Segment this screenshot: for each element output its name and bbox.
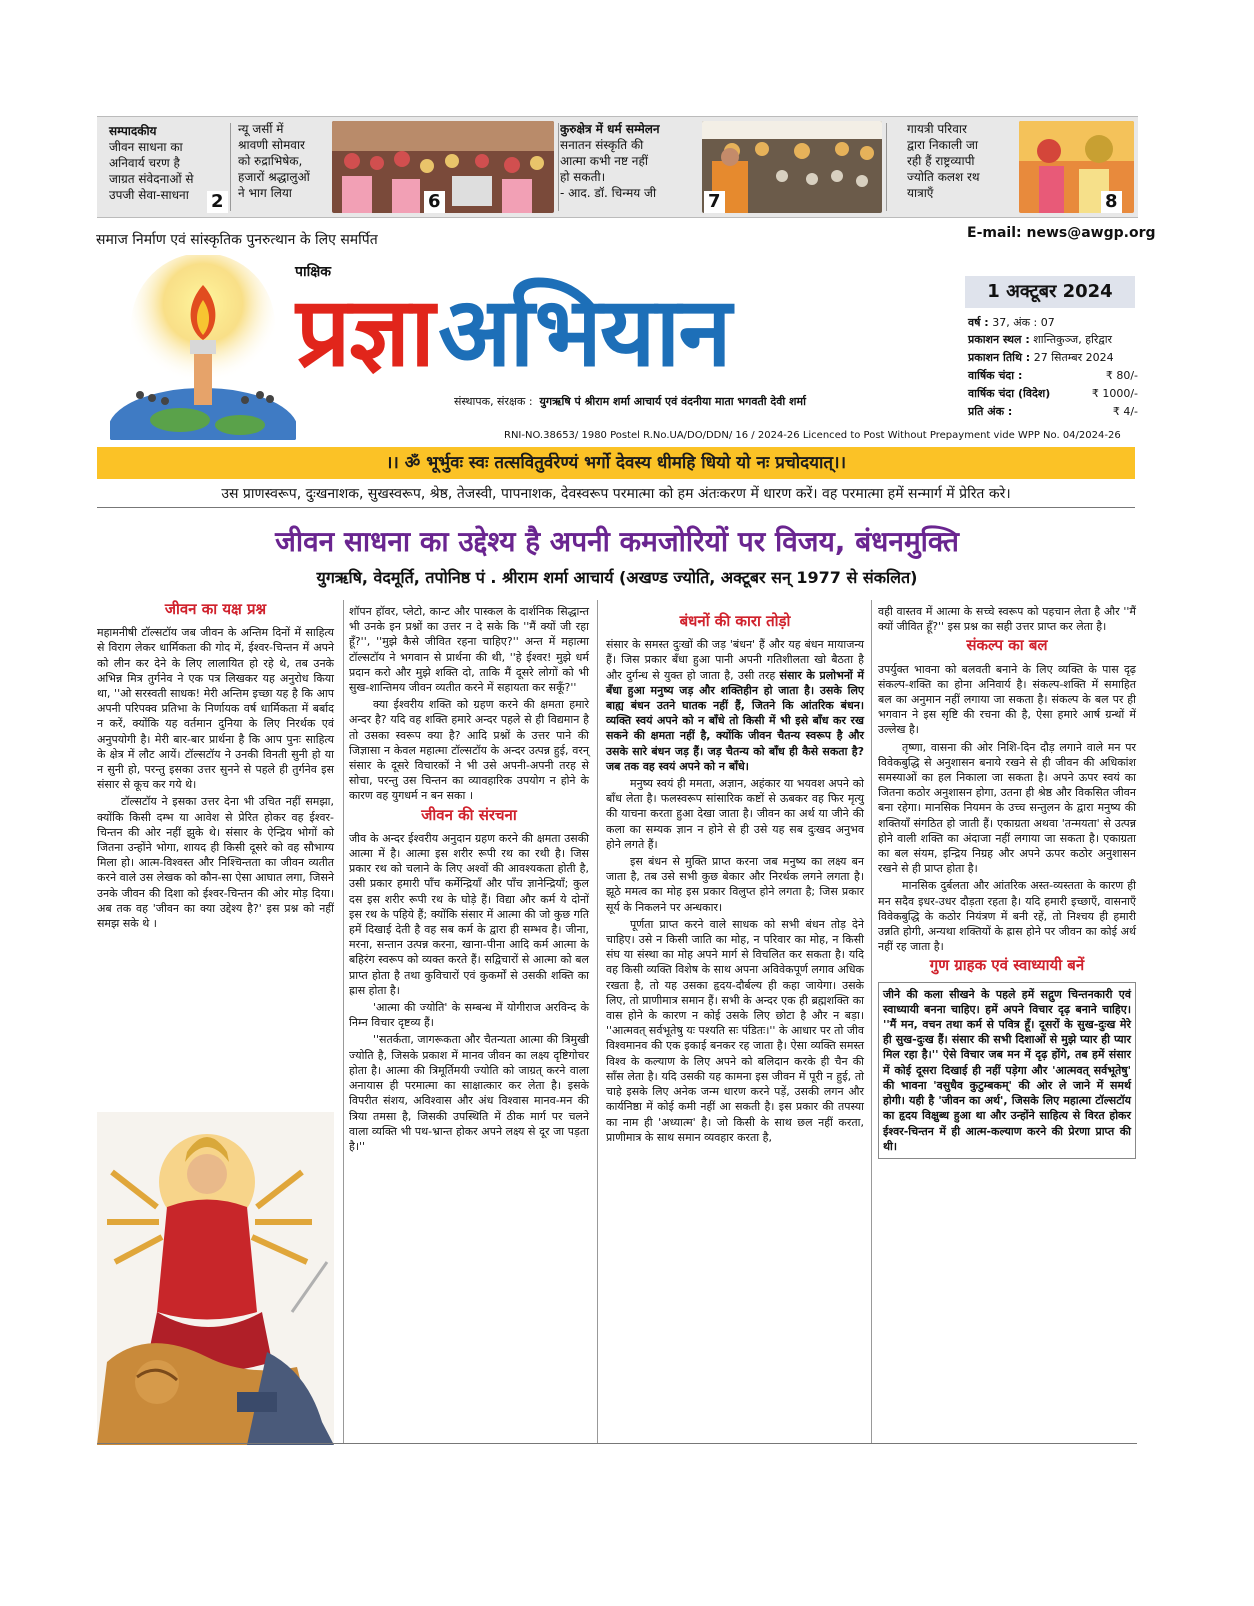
column-2 xyxy=(349,604,589,1156)
teaser-line: ज्योति कलश रथ xyxy=(907,170,980,184)
column-3 xyxy=(606,610,864,1147)
section-heading: संकल्प का बल xyxy=(966,636,1048,655)
paragraph: वही वास्तव में आत्मा के सच्चे स्वरूप को पहचान लेता है और ''मैं क्यों जीवित हूँ?'' इस प्रश्न का सही उत्तर प्राप्त कर लेता है। xyxy=(878,605,1136,634)
teaser-line: अनिवार्य चरण है xyxy=(109,156,180,170)
column-divider xyxy=(597,600,598,1443)
section-heading: बंधनों की कारा तोड़ो xyxy=(679,612,791,630)
teaser-strip xyxy=(97,116,1138,218)
founder-line xyxy=(454,394,806,409)
boxed-paragraph: जीने की कला सीखने के पहले हमें सद्गुण चिन्तनकारी एवं स्वाध्यायी बनना चाहिए। हमें अपने विचार दृढ़ बनाने चाहिए। ''मैं मन, वचन तथा कर्म से पवित्र हूँ। दूसरों के सुख-दुःख मेरे ही सुख-दुःख हैं। संसार की सभी दिशाओं से मुझे प्यार ही प्यार मिल रहा है।'' ऐसे विचार जब मन में दृढ़ होंगे, तब हमें संसार में कोई दूसरा दिखाई ही नहीं पड़ेगा और 'आत्मवत् सर्वभूतेषु' की भावना 'वसुधैव कुटुम्बकम्' की ओर ले जाने में समर्थ होगी। यही है 'जीवन का अर्थ', जिसके लिए महात्मा टॉल्सटॉय का हृदय विक्षुब्ध हुआ था और उन्होंने साहित्य से विरत होकर ईश्वर-चिन्तन में ही आत्म-कल्याण करने की प्रेरणा प्राप्त की थी। xyxy=(878,982,1136,1159)
paragraph: 'आत्मा की ज्योति' के सम्बन्ध में योगीराज अरविन्द के निम्न विचार दृष्टव्य हैं। xyxy=(349,1001,589,1030)
info-value: 27 सितम्बर 2024 xyxy=(1033,351,1114,364)
teaser-line: आत्मा कभी नष्ट नहीं xyxy=(560,154,648,168)
info-key: प्रकाशन स्थल : xyxy=(968,333,1030,346)
teaser-editorial[interactable] xyxy=(97,117,229,217)
info-key: प्रति अंक : xyxy=(968,405,1013,418)
teaser-line: जीवन साधना का xyxy=(109,140,183,154)
column-1 xyxy=(97,598,334,933)
info-row xyxy=(968,316,1138,330)
teaser-line: को रुद्राभिषेक, xyxy=(238,154,303,168)
teaser-line: यात्राएँ xyxy=(907,186,934,200)
info-row xyxy=(968,369,1138,383)
info-key: वर्ष : xyxy=(968,316,989,329)
headline: जीवन साधना का उद्देश्य है अपनी कमजोरियों पर विजय, बंधनमुक्ति xyxy=(275,525,959,558)
conference-photo xyxy=(702,121,882,213)
teaser-line: श्रावणी सोमवार xyxy=(238,138,305,152)
email-link[interactable]: E-mail: news@awgp.org xyxy=(967,225,1156,241)
paragraph: तृष्णा, वासना की ओर निशि-दिन दौड़ लगाने वाले मन पर विवेकबुद्धि से अनुशासन बनाये रखने से ही जीवन की अधिकांश समस्याओं का हल निकाला जा सकता है। अपने ऊपर स्वयं का जितना कठोर अनुशासन होगा, उतना ही श्रेष्ठ और विकसित जीवन बना रहेगा। मानसिक नियमन के उच्च सन्तुलन के द्वारा मनुष्य की शक्तियाँ संगठित हो जाती हैं। एकाग्रता अथवा 'तन्मयता' से उत्पन्न होने वाली शक्ति का अंदाजा नहीं लगाया जा सकता है। एकाग्रता का बल संयम, इन्द्रिय निग्रह और अपने ऊपर कठोर अनुशासन रखने से ही प्राप्त होता है। xyxy=(878,740,1136,876)
paragraph: मनुष्य स्वयं ही ममता, अज्ञान, अहंकार या भयवश अपने को बाँध लेता है। फलस्वरूप सांसारिक कष्टों से ऊबकर वह फिर मृत्यु की याचना करता हुआ देखा जाता है। जीवन का अर्थ या जीने की कला का सम्यक ज्ञान न होने से ही उसे यह सब दुःखद अनुभव होने लगते हैं। xyxy=(606,777,864,851)
founder-label: संस्थापक, संरक्षक : xyxy=(454,395,533,408)
frequency-label: पाक्षिक xyxy=(295,264,331,280)
info-value: ₹ 1000/- xyxy=(1091,387,1138,400)
paragraph: उपर्युक्त भावना को बलवती बनाने के लिए व्यक्ति के पास दृढ़ संकल्प-शक्ति का होना अनिवार्य है। संकल्प-शक्ति में समाहित बल का अनुमान नहीं लगाया जा सकता है। संकल्प के बल पर ही भगवान ने इस सृष्टि की रचना की है, ऐसा हमारे आर्ष ग्रन्थों में उल्लेख है। xyxy=(878,662,1136,737)
info-row xyxy=(968,387,1138,401)
info-row xyxy=(968,351,1138,365)
founder-names: युगऋषि पं श्रीराम शर्मा आचार्य एवं वंदनीया माता भगवती देवी शर्मा xyxy=(539,395,806,408)
teaser-page-number: 7 xyxy=(704,191,725,213)
teaser-line: हजारों श्रद्धालुओं xyxy=(238,170,310,184)
paragraph: क्या ईश्वरीय शक्ति को ग्रहण करने की क्षमता हमारे अन्दर है? यदि वह शक्ति हमारे अन्दर पहले से ही विद्यमान है तो उसका स्वरूप क्या है? आदि प्रश्नों के उत्तर पाने की जिज्ञासा न केवल महात्मा टॉल्सटॉय के अन्दर उत्पन्न हुई, वरन् संसार के दूसरे विचारकों ने भी उसे अपनी-अपनी तरह से सोचा, परन्तु उस चिन्तन का व्यावहारिक उपयोग न होने के कारण वह युगधर्म न बन सका । xyxy=(349,698,589,803)
info-value: ₹ 80/- xyxy=(1105,369,1138,382)
teaser-line: रही हैं राष्ट्रव्यापी xyxy=(907,154,975,168)
teaser-page-number: 8 xyxy=(1101,191,1122,213)
teaser-head: सम्पादकीय xyxy=(109,124,157,138)
issue-date: 1 अक्टूबर 2024 xyxy=(965,276,1135,308)
mantra-meaning: उस प्राणस्वरूप, दुःखनाशक, सुखस्वरूप, श्रेष्ठ, तेजस्वी, पापनाशक, देवस्वरूप परमात्मा को हम अंतःकरण में धारण करें। वह परमात्मा हमें सन्मार्ग में प्रेरित करे। xyxy=(221,486,1011,502)
torch-globe-logo xyxy=(110,255,296,440)
title-left: प्रज्ञा xyxy=(296,276,434,388)
column-divider xyxy=(871,600,872,1443)
teaser-line: - आद. डॉ. चिन्मय जी xyxy=(560,186,657,200)
section-heading: जीवन का यक्ष प्रश्न xyxy=(164,600,267,618)
tagline: समाज निर्माण एवं सांस्कृतिक पुनरुत्थान के लिए समर्पित xyxy=(96,232,378,248)
paragraph: इस बंधन से मुक्ति प्राप्त करना जब मनुष्य का लक्ष्य बन जाता है, तब उसे सभी कुछ बेकार और निरर्थक लगने लगता है। झूठे ममत्व का मोह इस प्रकार विलुप्त होने लगता है; जिस प्रकार सूर्य के निकलने पर अन्धकार। xyxy=(606,855,864,914)
teaser-line: जाग्रत संवेदनाओं से xyxy=(109,172,194,186)
paragraph-text: संसार के समस्त दुःखों की जड़ 'बंधन' हैं और यह बंधन मायाजन्य हैं। जिस प्रकार बँधा हुआ पानी अपनी गतिशीलता खो बैठता है और दुर्गन्ध से युक्त हो जाता है, उसी तरह xyxy=(606,638,864,682)
section-heading: गुण ग्राहक एवं स्वाध्यायी बनें xyxy=(929,956,1085,975)
divider xyxy=(97,507,1135,508)
gayatri-mantra: ।। ॐ भूर्भुवः स्वः तत्सवितुर्वरेण्यं भर्गो देवस्य धीमहि धियो यो नः प्रचोदयात्।। xyxy=(97,447,1135,479)
author-line: युगऋषि, वेदमूर्ति, तपोनिष्ठ पं . श्रीराम शर्मा आचार्य (अखण्ड ज्योति, अक्टूबर सन् 1977 से संकलित) xyxy=(316,568,918,587)
durga-illustration xyxy=(97,1112,334,1445)
teaser-new-jersey[interactable] xyxy=(232,117,557,217)
paragraph: ''सतर्कता, जागरूकता और चैतन्यता आत्मा की त्रिमुखी ज्योति है, जिसके प्रकाश में मानव जीवन का लक्ष्य दृष्टिगोचर होता है। आत्मा की त्रिमूर्तिमयी ज्योति को जाग्रत् करने वाला अनायास ही परमात्मा का साक्षात्कार कर लेता है। इसके विपरीत संशय, अविश्वास और अंध विश्वास मानव-मन की त्रिया तमसा है, जिसकी उपस्थिति में ठीक मार्ग पर चलने वाला व्यक्ति भी पथ-भ्रान्त होकर अपने लक्ष्य से दूर जा पड़ता है।'' xyxy=(349,1033,589,1153)
teaser-kurukshetra[interactable] xyxy=(560,117,885,217)
paragraph: टॉल्सटॉय ने इसका उत्तर देना भी उचित नहीं समझा, क्योंकि किसी दम्भ या आवेश से प्रेरित होकर वह ईश्वर-चिन्तन की ओर नहीं झुके थे। संसार के ऐन्द्रिय भोगों को जितना उन्होंने भोगा, शायद ही किसी दूसरे को वह सौभाग्य मिला हो। आत्म-विश्वस्त और निश्चिन्तता का जीवन व्यतीत करने वाले उस लेखक को कौन-सा ऐसा आघात लगा, जिसने उनके जीवन की दिशा को ईश्वर-चिन्तन की ओर मोड़ दिया। अब तक वह 'जीवन का क्या उद्देश्य है?' इस प्रश्न को नहीं समझ सके थे । xyxy=(97,795,334,931)
paragraph xyxy=(606,637,864,774)
teaser-line: हो सकती। xyxy=(560,170,606,184)
paragraph: जीव के अन्दर ईश्वरीय अनुदान ग्रहण करने की क्षमता उसकी आत्मा में है। आत्मा इस शरीर रूपी रथ का रथी है। जिस प्रकार रथ को चलाने के लिए अश्वों की आवश्यकता होती है, उसी प्रकार हमारी पाँच कर्मेन्द्रियाँ और पाँच ज्ञानेन्द्रियाँ; कुल दस इस शरीर रूपी रथ के घोड़े हैं। विद्या और कर्म ये दोनों इस रथ के पहिये हैं; क्योंकि संसार में आत्मा की जो कुछ गति हमें दिखाई देती है वह सब कर्म के द्वारा ही सम्भव है। जीना, मरना, सन्तान उत्पन्न करना, खाना-पीना आदि कर्म आत्मा के बहिरंग स्वरूप को व्यक्त करते हैं। सद्विचारों से आत्मा को बल प्राप्त होता है तथा कुविचारों एवं कुकर्मों से उसकी शक्ति का ह्रास होता है। xyxy=(349,831,589,997)
teaser-line: ने भाग लिया xyxy=(238,186,292,200)
teaser-head: कुरुक्षेत्र में धर्म सम्मेलन xyxy=(560,122,660,136)
teaser-line: द्वारा निकाली जा xyxy=(907,138,979,152)
teaser-page-number: 6 xyxy=(424,191,445,213)
paragraph: मानसिक दुर्बलता और आंतरिक अस्त-व्यस्तता के कारण ही मन सदैव इधर-उधर दौड़ता रहता है। यदि हमारी इच्छाएँ, वासनाएँ विवेकबुद्धि के कठोर नियंत्रण में बनी रहें, तो निश्चय ही हमारी उन्नति होगी, अन्यथा शक्तियों के ह्रास होने पर जीवन का कोई अर्थ नहीं रह जाता है। xyxy=(878,879,1136,954)
title-right: अभियान xyxy=(438,276,730,388)
teaser-jyoti-kalash[interactable] xyxy=(889,117,1138,217)
info-row xyxy=(968,333,1138,347)
info-value: शान्तिकुञ्ज, हरिद्वार xyxy=(1033,333,1113,346)
info-key: वार्षिक चंदा : xyxy=(968,369,1023,382)
info-value: ₹ 4/- xyxy=(1112,405,1138,418)
info-value: 37, अंक : 07 xyxy=(992,316,1055,329)
teaser-line: उपजी सेवा-साधना xyxy=(109,188,189,202)
masthead-title xyxy=(296,275,926,390)
divider xyxy=(97,1443,1137,1444)
paragraph: पूर्णता प्राप्त करने वाले साधक को सभी बंधन तोड़ देने चाहिए। उसे न किसी जाति का मोह, न परिवार का मोह, न किसी संघ या संस्था का मोह अपने मार्ग से विचलित कर सकता है। यदि वह किसी व्यक्ति विशेष के साथ अपना अविवेकपूर्ण लगाव अधिक रखता है, तो यह उसका हृदय-दौर्बल्य ही कहा जायेगा। उसके लिए, तो प्राणीमात्र समान हैं। सभी के अन्दर एक ही ब्रह्मशक्ति का वास होने के कारण न कोई उसके लिए छोटा है और न बड़ा। ''आत्मवत् सर्वभूतेषु यः पश्यति सः पंडितः।'' के आधार पर तो जीव विश्वमानव की एक इकाई बनकर रह जाता है। ऐसा व्यक्ति समस्त विश्व के कल्याण के लिए अपने को बलिदान करके ही चैन की साँस लेता है। यदि उसकी यह कामना इस जीवन में पूरी न हुई, तो चाहे इसके लिए अनेक जन्म धारण करने पड़ें, उसकी लगन और कार्यनिष्ठा में कोई कमी नहीं आ सकती है। इस प्रकार की तपस्या का नाम ही 'अध्यात्म' है। जो किसी के साथ छल नहीं करता, प्राणीमात्र के साथ समान व्यवहार करता है, xyxy=(606,917,864,1144)
teaser-line: गायत्री परिवार xyxy=(907,122,967,136)
teaser-line: सनातन संस्कृति की xyxy=(560,138,644,152)
info-key: वार्षिक चंदा (विदेश) xyxy=(968,387,1051,400)
paragraph: महामनीषी टॉल्सटॉय जब जीवन के अन्तिम दिनों में साहित्य से विराग लेकर धार्मिकता की गोद में, ईश्वर-चिन्तन में अपने को लीन कर देने के लिए लालायित हो रहे थे, तब उनके अभिन्न मित्र तुर्गनेव ने एक पत्र लिखकर यह अनुरोध किया था, ''ओ सरस्वती साधक! मेरी अन्तिम इच्छा यह है कि आप अपनी परिपक्व प्रतिभा के निर्णायक वर्ष धार्मिकता में बर्बाद न करें, क्योंकि यह वर्तमान दुनिया के लिए निरर्थक एवं अनुपयोगी है। मेरी बार-बार प्रार्थना है कि आप पुनः साहित्य के क्षेत्र में लौट आयें। टॉल्सटॉय ने उनकी विनती सुनी हो या न सुनी हो, परन्तु इसका उत्तर सुनने से पहले ही तुर्गनेव इस संसार से कूच कर गये थे। xyxy=(97,626,334,792)
teaser-page-number: 2 xyxy=(207,191,228,213)
registration-line: RNI-NO.38653/ 1980 Postel R.No.UA/DO/DDN/ 16 / 2024-26 Licenced to Post Without Prepayment vide WPP No. 04/2024-26 xyxy=(504,430,1121,441)
divider xyxy=(558,123,559,211)
divider xyxy=(886,123,887,211)
info-row xyxy=(968,405,1138,419)
info-key: प्रकाशन तिथि : xyxy=(968,351,1031,364)
column-divider xyxy=(343,600,344,1443)
paragraph: शॉपन हॉवर, प्लेटो, कान्ट और पास्कल के दार्शनिक सिद्धान्त भी उनके इन प्रश्नों का उत्तर न दे सके कि ''मैं क्यों जी रहा हूँ?'', ''मुझे कैसे जीवित रहना चाहिए?'' अन्त में महात्मा टॉल्सटॉय ने भगवान से प्रार्थना की थी, ''हे ईश्वर! मुझे धर्म प्रदान करो और मुझे शक्ति दो, ताकि मैं दूसरे लोगों को भी सुख-शान्तिमय जीवन व्यतीत करने में सहायता कर सकूँ?'' xyxy=(349,605,589,695)
emphasis-text: संसार के प्रलोभनों में बँधा हुआ मनुष्य जड़ और शक्तिहीन हो जाता है। उसके लिए बाह्य बंधन उतने घातक नहीं हैं, जितने कि आंतरिक बंधन। व्यक्ति स्वयं अपने को न बाँधे तो किसी में भी इसे बाँध कर रख सकने की क्षमता नहीं है, क्योंकि जीवन चैतन्य स्वरूप है और उसके सारे बंधन जड़ हैं। जड़ चैतन्य को बाँध ही कैसे सकता है? जब तक वह स्वयं अपने को न बाँधे। xyxy=(606,668,864,773)
section-heading: जीवन की संरचना xyxy=(421,805,517,824)
column-4 xyxy=(878,604,1136,1161)
divider xyxy=(230,123,231,211)
teaser-line: न्यू जर्सी में xyxy=(238,122,284,136)
